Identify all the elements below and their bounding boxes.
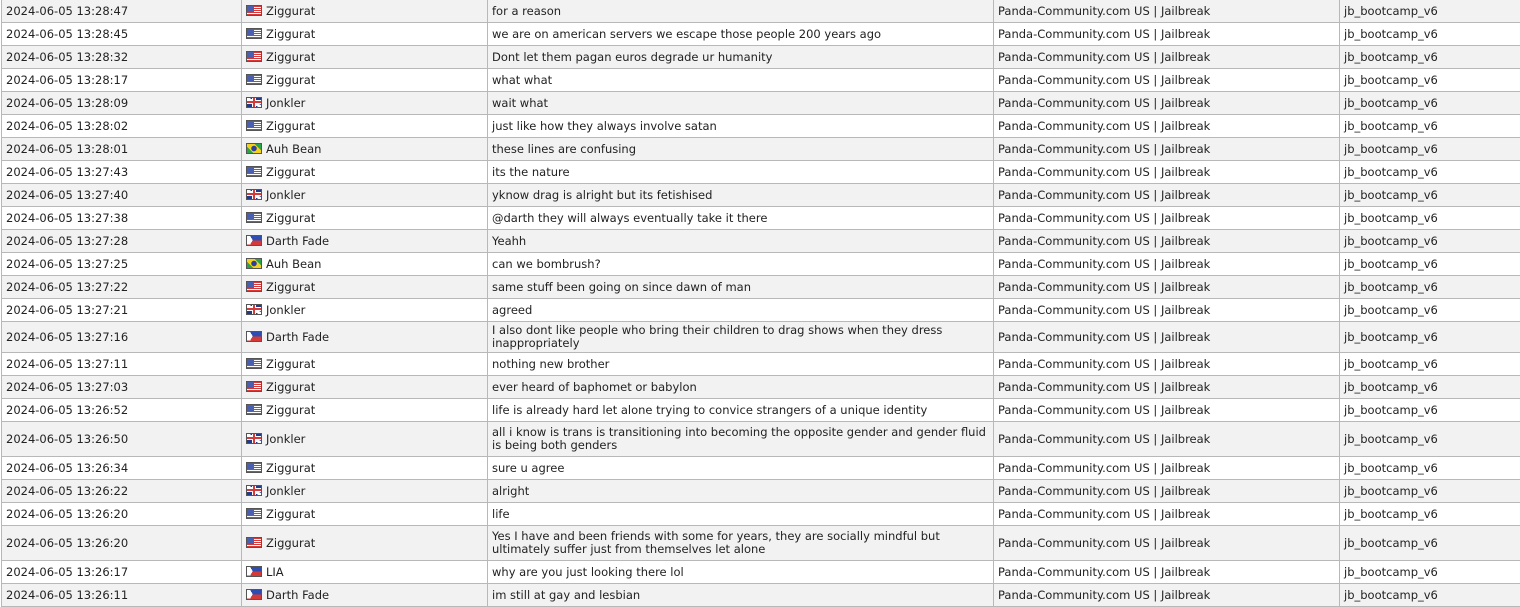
player-name-link[interactable]: Ziggurat: [266, 50, 315, 64]
us-flag-icon: [246, 51, 262, 62]
ph-flag-icon: [246, 566, 262, 577]
table-row: [2, 115, 1520, 138]
server-cell: Panda-Community.com US | Jailbreak: [994, 561, 1340, 584]
player-name-link[interactable]: Jonkler: [266, 96, 305, 110]
gb-flag-icon: [246, 97, 262, 108]
message-cell: im still at gay and lesbian: [488, 584, 994, 607]
server-cell: Panda-Community.com US | Jailbreak: [994, 480, 1340, 503]
player-cell: [242, 399, 488, 422]
map-cell: jb_bootcamp_v6: [1340, 161, 1520, 184]
player-cell: [242, 253, 488, 276]
server-cell: Panda-Community.com US | Jailbreak: [994, 276, 1340, 299]
player-cell: [242, 115, 488, 138]
table-row: [2, 0, 1520, 23]
message-cell: just like how they always involve satan: [488, 115, 994, 138]
message-cell: wait what: [488, 92, 994, 115]
server-cell: Panda-Community.com US | Jailbreak: [994, 299, 1340, 322]
ph-flag-icon: [246, 331, 262, 342]
player-name-link[interactable]: Darth Fade: [266, 588, 329, 602]
us-flag-icon: [246, 28, 262, 39]
server-cell: Panda-Community.com US | Jailbreak: [994, 46, 1340, 69]
player-name-link[interactable]: Jonkler: [266, 303, 305, 317]
message-cell: Yeahh: [488, 230, 994, 253]
server-cell: Panda-Community.com US | Jailbreak: [994, 253, 1340, 276]
chat-log-table: [1, 0, 1520, 607]
us-flag-icon: [246, 462, 262, 473]
us-flag-icon: [246, 212, 262, 223]
message-cell: alright: [488, 480, 994, 503]
map-cell: jb_bootcamp_v6: [1340, 353, 1520, 376]
table-row: [2, 138, 1520, 161]
server-cell: Panda-Community.com US | Jailbreak: [994, 0, 1340, 23]
server-cell: Panda-Community.com US | Jailbreak: [994, 376, 1340, 399]
message-cell: sure u agree: [488, 457, 994, 480]
message-cell: @darth they will always eventually take it there: [488, 207, 994, 230]
player-name-link[interactable]: Ziggurat: [266, 461, 315, 475]
table-row: [2, 457, 1520, 480]
message-cell: Yes I have and been friends with some for years, they are socially mindful but ultimately suffer just from themselves let alone: [488, 526, 994, 561]
map-cell: jb_bootcamp_v6: [1340, 526, 1520, 561]
player-name-link[interactable]: Ziggurat: [266, 380, 315, 394]
player-cell: [242, 480, 488, 503]
player-cell: [242, 299, 488, 322]
map-cell: jb_bootcamp_v6: [1340, 0, 1520, 23]
server-cell: Panda-Community.com US | Jailbreak: [994, 115, 1340, 138]
timestamp-cell: 2024-06-05 13:27:25: [2, 253, 242, 276]
player-cell: [242, 422, 488, 457]
server-cell: Panda-Community.com US | Jailbreak: [994, 161, 1340, 184]
map-cell: jb_bootcamp_v6: [1340, 584, 1520, 607]
player-cell: [242, 69, 488, 92]
server-cell: Panda-Community.com US | Jailbreak: [994, 69, 1340, 92]
timestamp-cell: 2024-06-05 13:27:21: [2, 299, 242, 322]
player-cell: [242, 584, 488, 607]
server-cell: Panda-Community.com US | Jailbreak: [994, 457, 1340, 480]
map-cell: jb_bootcamp_v6: [1340, 92, 1520, 115]
table-row: [2, 526, 1520, 561]
br-flag-icon: [246, 143, 262, 154]
gb-flag-icon: [246, 485, 262, 496]
timestamp-cell: 2024-06-05 13:27:22: [2, 276, 242, 299]
map-cell: jb_bootcamp_v6: [1340, 69, 1520, 92]
timestamp-cell: 2024-06-05 13:27:40: [2, 184, 242, 207]
server-cell: Panda-Community.com US | Jailbreak: [994, 207, 1340, 230]
table-row: [2, 584, 1520, 607]
server-cell: Panda-Community.com US | Jailbreak: [994, 353, 1340, 376]
us-flag-icon: [246, 358, 262, 369]
player-cell: [242, 92, 488, 115]
player-cell: [242, 503, 488, 526]
player-name-link[interactable]: Jonkler: [266, 188, 305, 202]
player-name-link[interactable]: Ziggurat: [266, 211, 315, 225]
timestamp-cell: 2024-06-05 13:28:17: [2, 69, 242, 92]
table-row: [2, 69, 1520, 92]
player-name-link[interactable]: Ziggurat: [266, 119, 315, 133]
ph-flag-icon: [246, 589, 262, 600]
table-row: [2, 161, 1520, 184]
timestamp-cell: 2024-06-05 13:28:45: [2, 23, 242, 46]
timestamp-cell: 2024-06-05 13:28:32: [2, 46, 242, 69]
table-row: [2, 92, 1520, 115]
message-cell: agreed: [488, 299, 994, 322]
us-flag-icon: [246, 381, 262, 392]
server-cell: Panda-Community.com US | Jailbreak: [994, 422, 1340, 457]
server-cell: Panda-Community.com US | Jailbreak: [994, 92, 1340, 115]
message-cell: can we bombrush?: [488, 253, 994, 276]
message-cell: ever heard of baphomet or babylon: [488, 376, 994, 399]
player-name-link[interactable]: Ziggurat: [266, 403, 315, 417]
player-name-link[interactable]: LIA: [266, 565, 284, 579]
server-cell: Panda-Community.com US | Jailbreak: [994, 322, 1340, 353]
table-row: [2, 399, 1520, 422]
gb-flag-icon: [246, 304, 262, 315]
table-row: [2, 276, 1520, 299]
player-cell: [242, 230, 488, 253]
player-name-link[interactable]: Jonkler: [266, 484, 305, 498]
timestamp-cell: 2024-06-05 13:27:11: [2, 353, 242, 376]
player-name-link[interactable]: Auh Bean: [266, 257, 321, 271]
timestamp-cell: 2024-06-05 13:27:38: [2, 207, 242, 230]
server-cell: Panda-Community.com US | Jailbreak: [994, 230, 1340, 253]
table-row: [2, 207, 1520, 230]
map-cell: jb_bootcamp_v6: [1340, 46, 1520, 69]
player-cell: [242, 353, 488, 376]
server-cell: Panda-Community.com US | Jailbreak: [994, 399, 1340, 422]
server-cell: Panda-Community.com US | Jailbreak: [994, 526, 1340, 561]
player-cell: [242, 376, 488, 399]
message-cell: life is already hard let alone trying to convice strangers of a unique identity: [488, 399, 994, 422]
us-flag-icon: [246, 281, 262, 292]
chat-log-body: [2, 0, 1520, 607]
timestamp-cell: 2024-06-05 13:26:22: [2, 480, 242, 503]
timestamp-cell: 2024-06-05 13:26:11: [2, 584, 242, 607]
message-cell: nothing new brother: [488, 353, 994, 376]
message-cell: these lines are confusing: [488, 138, 994, 161]
message-cell: yknow drag is alright but its fetishised: [488, 184, 994, 207]
server-cell: Panda-Community.com US | Jailbreak: [994, 584, 1340, 607]
timestamp-cell: 2024-06-05 13:27:16: [2, 322, 242, 353]
map-cell: jb_bootcamp_v6: [1340, 138, 1520, 161]
timestamp-cell: 2024-06-05 13:26:52: [2, 399, 242, 422]
us-flag-icon: [246, 166, 262, 177]
map-cell: jb_bootcamp_v6: [1340, 253, 1520, 276]
br-flag-icon: [246, 258, 262, 269]
map-cell: jb_bootcamp_v6: [1340, 299, 1520, 322]
timestamp-cell: 2024-06-05 13:26:20: [2, 503, 242, 526]
table-row: [2, 376, 1520, 399]
us-flag-icon: [246, 537, 262, 548]
gb-flag-icon: [246, 433, 262, 444]
map-cell: jb_bootcamp_v6: [1340, 23, 1520, 46]
message-cell: why are you just looking there lol: [488, 561, 994, 584]
message-cell: life: [488, 503, 994, 526]
player-cell: [242, 457, 488, 480]
timestamp-cell: 2024-06-05 13:27:03: [2, 376, 242, 399]
message-cell: all i know is trans is transitioning into becoming the opposite gender and gender fluid is being both genders: [488, 422, 994, 457]
table-row: [2, 561, 1520, 584]
ph-flag-icon: [246, 235, 262, 246]
table-row: [2, 23, 1520, 46]
table-row: [2, 253, 1520, 276]
player-cell: [242, 526, 488, 561]
player-cell: [242, 161, 488, 184]
timestamp-cell: 2024-06-05 13:27:43: [2, 161, 242, 184]
map-cell: jb_bootcamp_v6: [1340, 376, 1520, 399]
message-cell: same stuff been going on since dawn of man: [488, 276, 994, 299]
player-name-link[interactable]: Ziggurat: [266, 357, 315, 371]
timestamp-cell: 2024-06-05 13:27:28: [2, 230, 242, 253]
player-name-link[interactable]: Ziggurat: [266, 73, 315, 87]
map-cell: jb_bootcamp_v6: [1340, 207, 1520, 230]
timestamp-cell: 2024-06-05 13:26:34: [2, 457, 242, 480]
player-name-link[interactable]: Ziggurat: [266, 165, 315, 179]
us-flag-icon: [246, 5, 262, 16]
table-row: [2, 353, 1520, 376]
server-cell: Panda-Community.com US | Jailbreak: [994, 503, 1340, 526]
player-name-link[interactable]: Auh Bean: [266, 142, 321, 156]
player-name-link[interactable]: Ziggurat: [266, 507, 315, 521]
message-cell: for a reason: [488, 0, 994, 23]
table-row: [2, 422, 1520, 457]
table-row: [2, 184, 1520, 207]
player-name-link[interactable]: Ziggurat: [266, 280, 315, 294]
message-cell: I also dont like people who bring their children to drag shows when they dress inappropriately: [488, 322, 994, 353]
server-cell: Panda-Community.com US | Jailbreak: [994, 138, 1340, 161]
player-cell: [242, 138, 488, 161]
player-name-link[interactable]: Darth Fade: [266, 234, 329, 248]
map-cell: jb_bootcamp_v6: [1340, 184, 1520, 207]
player-name-link[interactable]: Ziggurat: [266, 27, 315, 41]
us-flag-icon: [246, 120, 262, 131]
timestamp-cell: 2024-06-05 13:26:50: [2, 422, 242, 457]
timestamp-cell: 2024-06-05 13:28:01: [2, 138, 242, 161]
table-row: [2, 299, 1520, 322]
map-cell: jb_bootcamp_v6: [1340, 276, 1520, 299]
map-cell: jb_bootcamp_v6: [1340, 457, 1520, 480]
server-cell: Panda-Community.com US | Jailbreak: [994, 23, 1340, 46]
table-row: [2, 230, 1520, 253]
player-name-link[interactable]: Ziggurat: [266, 4, 315, 18]
map-cell: jb_bootcamp_v6: [1340, 115, 1520, 138]
timestamp-cell: 2024-06-05 13:28:47: [2, 0, 242, 23]
player-cell: [242, 0, 488, 23]
timestamp-cell: 2024-06-05 13:26:20: [2, 526, 242, 561]
map-cell: jb_bootcamp_v6: [1340, 399, 1520, 422]
map-cell: jb_bootcamp_v6: [1340, 480, 1520, 503]
timestamp-cell: 2024-06-05 13:26:17: [2, 561, 242, 584]
player-cell: [242, 276, 488, 299]
timestamp-cell: 2024-06-05 13:28:02: [2, 115, 242, 138]
us-flag-icon: [246, 404, 262, 415]
player-name-link[interactable]: Ziggurat: [266, 536, 315, 550]
player-cell: [242, 322, 488, 353]
message-cell: Dont let them pagan euros degrade ur humanity: [488, 46, 994, 69]
map-cell: jb_bootcamp_v6: [1340, 422, 1520, 457]
player-cell: [242, 184, 488, 207]
table-row: [2, 503, 1520, 526]
message-cell: we are on american servers we escape those people 200 years ago: [488, 23, 994, 46]
message-cell: its the nature: [488, 161, 994, 184]
map-cell: jb_bootcamp_v6: [1340, 561, 1520, 584]
us-flag-icon: [246, 74, 262, 85]
table-row: [2, 46, 1520, 69]
map-cell: jb_bootcamp_v6: [1340, 503, 1520, 526]
map-cell: jb_bootcamp_v6: [1340, 322, 1520, 353]
player-name-link[interactable]: Darth Fade: [266, 330, 329, 344]
timestamp-cell: 2024-06-05 13:28:09: [2, 92, 242, 115]
player-cell: [242, 46, 488, 69]
player-name-link[interactable]: Jonkler: [266, 432, 305, 446]
map-cell: jb_bootcamp_v6: [1340, 230, 1520, 253]
message-cell: what what: [488, 69, 994, 92]
player-cell: [242, 207, 488, 230]
server-cell: Panda-Community.com US | Jailbreak: [994, 184, 1340, 207]
us-flag-icon: [246, 508, 262, 519]
player-cell: [242, 23, 488, 46]
table-row: [2, 480, 1520, 503]
gb-flag-icon: [246, 189, 262, 200]
player-cell: [242, 561, 488, 584]
table-row: [2, 322, 1520, 353]
